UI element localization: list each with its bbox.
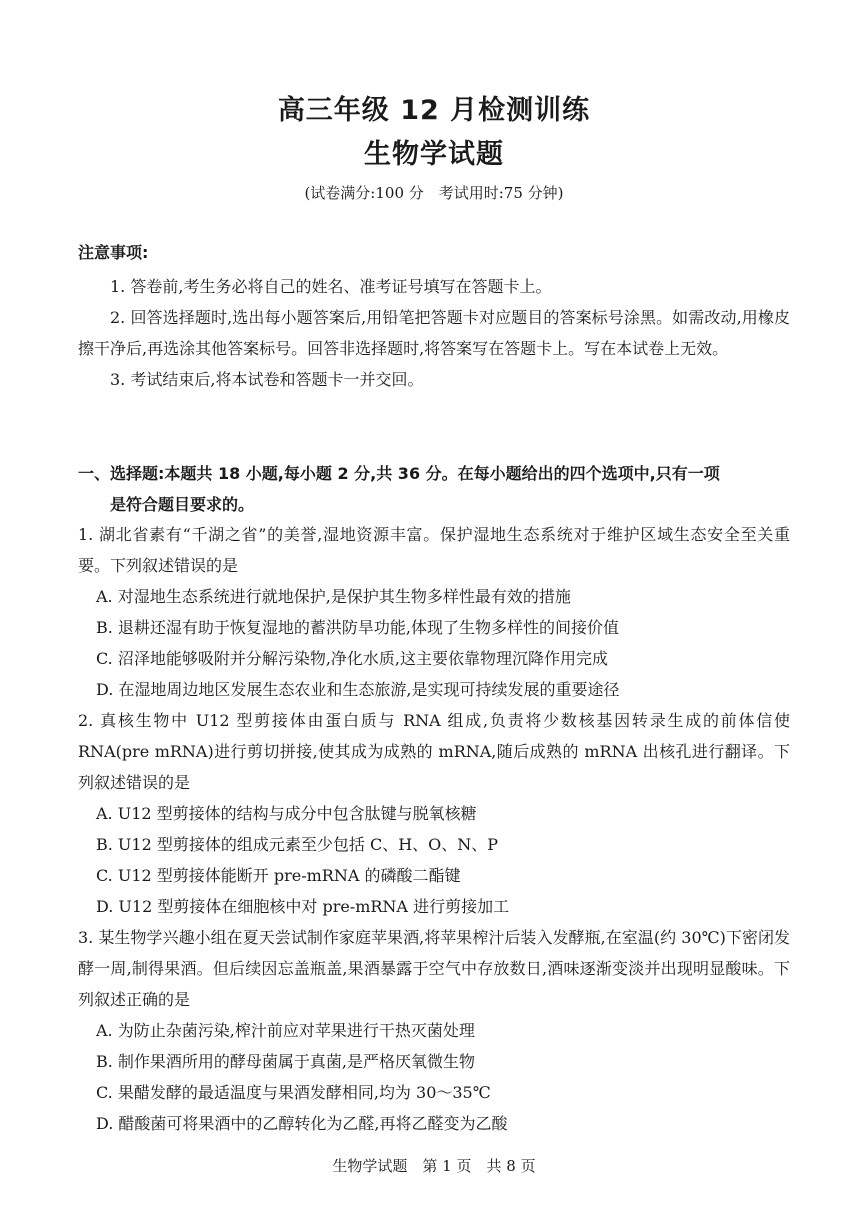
question-1 [78, 519, 790, 705]
option-a: A. 为防止杂菌污染,榨汁前应对苹果进行干热灭菌处理 [96, 1021, 475, 1040]
section-heading-line1: 一、选择题:本题共 18 小题,每小题 2 分,共 36 分。在每小题给出的四个选项中,只有一项 [78, 464, 720, 483]
option-c: C. 沼泽地能够吸附并分解污染物,净化水质,这主要依靠物理沉降作用完成 [96, 649, 609, 668]
option-b: B. U12 型剪接体的组成元素至少包括 C、H、O、N、P [96, 835, 499, 854]
page-footer: 生物学试题 第 1 页 共 8 页 [332, 1157, 536, 1175]
section-heading-line2: 是符合题目要求的。 [110, 495, 255, 514]
question-3 [78, 922, 790, 1139]
question-list [78, 519, 790, 1139]
notice-item-2: 2. 回答选择题时,选出每小题答案后,用铅笔把答题卡对应题目的答案标号涂黑。如需改动,用橡皮擦干净后,再选涂其他答案标号。回答非选择题时,将答案写在答题卡上。写在本试卷上无效。 [78, 308, 790, 358]
option-c: C. U12 型剪接体能断开 pre-mRNA 的磷酸二酯键 [96, 866, 461, 885]
option-a: A. 对湿地生态系统进行就地保护,是保护其生物多样性最有效的措施 [96, 587, 571, 606]
question-stem: 1. 湖北省素有“千湖之省”的美誉,湿地资源丰富。保护湿地生态系统对于维护区域生态安全至关重要。下列叙述错误的是 [78, 525, 790, 575]
notice-heading: 注意事项: [78, 243, 149, 262]
option-d: D. 在湿地周边地区发展生态农业和生态旅游,是实现可持续发展的重要途径 [96, 680, 620, 699]
notice-item-1: 1. 答卷前,考生务必将自己的姓名、准考证号填写在答题卡上。 [110, 277, 552, 296]
option-c: C. 果醋发酵的最适温度与果酒发酵相同,均为 30～35℃ [96, 1083, 491, 1102]
exam-meta: (试卷满分:100 分 考试用时:75 分钟) [304, 184, 564, 202]
option-d: D. U12 型剪接体在细胞核中对 pre-mRNA 进行剪接加工 [96, 897, 510, 916]
option-d: D. 醋酸菌可将果酒中的乙醇转化为乙醛,再将乙醛变为乙酸 [96, 1114, 508, 1133]
notice-item-3: 3. 考试结束后,将本试卷和答题卡一并交回。 [110, 370, 424, 389]
question-2 [78, 705, 790, 922]
exam-subject: 生物学试题 [364, 139, 504, 170]
option-b: B. 制作果酒所用的酵母菌属于真菌,是严格厌氧微生物 [96, 1052, 476, 1071]
question-stem: 3. 某生物学兴趣小组在夏天尝试制作家庭苹果酒,将苹果榨汁后装入发酵瓶,在室温(约 30℃)下密闭发酵一周,制得果酒。但后续因忘盖瓶盖,果酒暴露于空气中存放数日,酒味逐渐变淡并出现明显酸味。下列叙述正确的是 [78, 928, 790, 1009]
question-stem: 2. 真核生物中 U12 型剪接体由蛋白质与 RNA 组成,负责将少数核基因转录生成的前体信使 RNA(pre mRNA)进行剪切拼接,使其成为成熟的 mRNA,随后成熟的 mRNA 出核孔进行翻译。下列叙述错误的是 [78, 711, 790, 792]
exam-title: 高三年级 12 月检测训练 [277, 95, 591, 126]
option-b: B. 退耕还湿有助于恢复湿地的蓄洪防旱功能,体现了生物多样性的间接价值 [96, 618, 620, 637]
section-heading [78, 458, 790, 520]
option-a: A. U12 型剪接体的结构与成分中包含肽键与脱氧核糖 [96, 804, 477, 823]
notice-list [78, 271, 790, 395]
